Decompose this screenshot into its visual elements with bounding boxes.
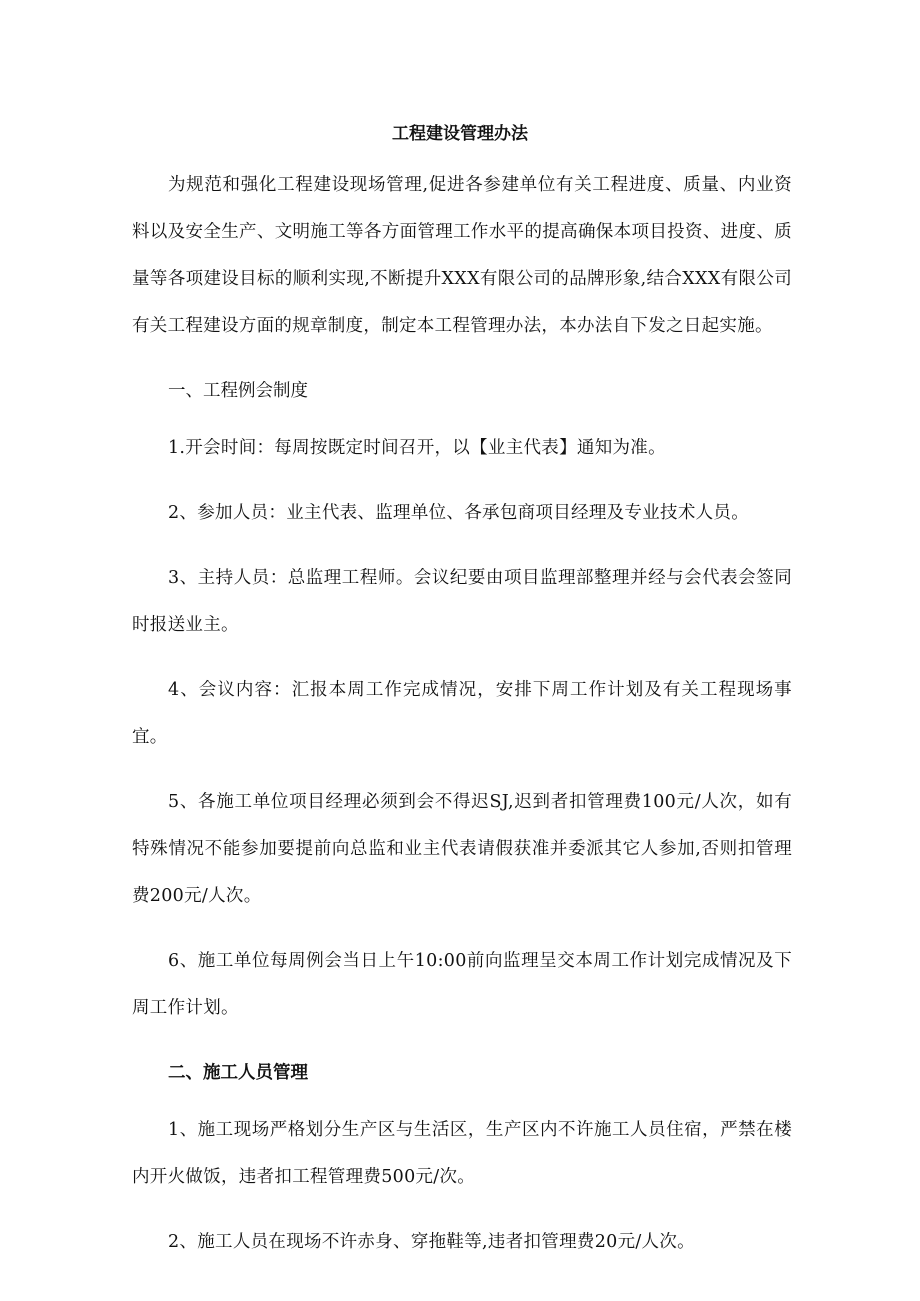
personnel-rule-2: 2、施工人员在现场不许赤身、穿拖鞋等,违者扣管理费20元/人次。 (168, 1232, 695, 1252)
document-title: 工程建设管理办法 (392, 124, 528, 144)
personnel-rule-1: 1、施工现场严格划分生产区与生活区，生产区内不许施工人员住宿，严禁在楼内开火做饭，违者扣工程管理费500元/次。 (132, 1120, 792, 1187)
section-heading-personnel: 二、施工人员管理 (168, 1063, 308, 1083)
meeting-rule-5: 5、各施工单位项目经理必须到会不得迟SJ,迟到者扣管理费100元/人次，如有特殊情况不能参加要提前向总监和业主代表请假获准并委派其它人参加,否则扣管理费200元/人次。 (132, 792, 792, 906)
meeting-rule-2: 2、参加人员：业主代表、监理单位、各承包商项目经理及专业技术人员。 (168, 503, 750, 523)
intro-paragraph: 为规范和强化工程建设现场管理,促进各参建单位有关工程进度、质量、内业资料以及安全生产、文明施工等各方面管理工作水平的提高确保本项目投资、进度、质量等各项建设目标的顺利实现,不断提升XXX有限公司的品牌形象,结合XXX有限公司有关工程建设方面的规章制度，制定本工程管理办法，本办法自下发之日起实施。 (132, 175, 792, 336)
meeting-rule-1: 1.开会时间：每周按既定时间召开，以【业主代表】通知为准。 (168, 438, 666, 458)
meeting-rule-6: 6、施工单位每周例会当日上午10:00前向监理呈交本周工作计划完成情况及下周工作计划。 (132, 951, 792, 1018)
document-body (132, 162, 792, 1266)
meeting-rule-4: 4、会议内容：汇报本周工作完成情况，安排下周工作计划及有关工程现场事宜。 (132, 680, 792, 747)
section-heading-meetings: 一、工程例会制度 (168, 381, 308, 401)
meeting-rule-3: 3、主持人员：总监理工程师。会议纪要由项目监理部整理并经与会代表会签同时报送业主。 (132, 568, 792, 635)
